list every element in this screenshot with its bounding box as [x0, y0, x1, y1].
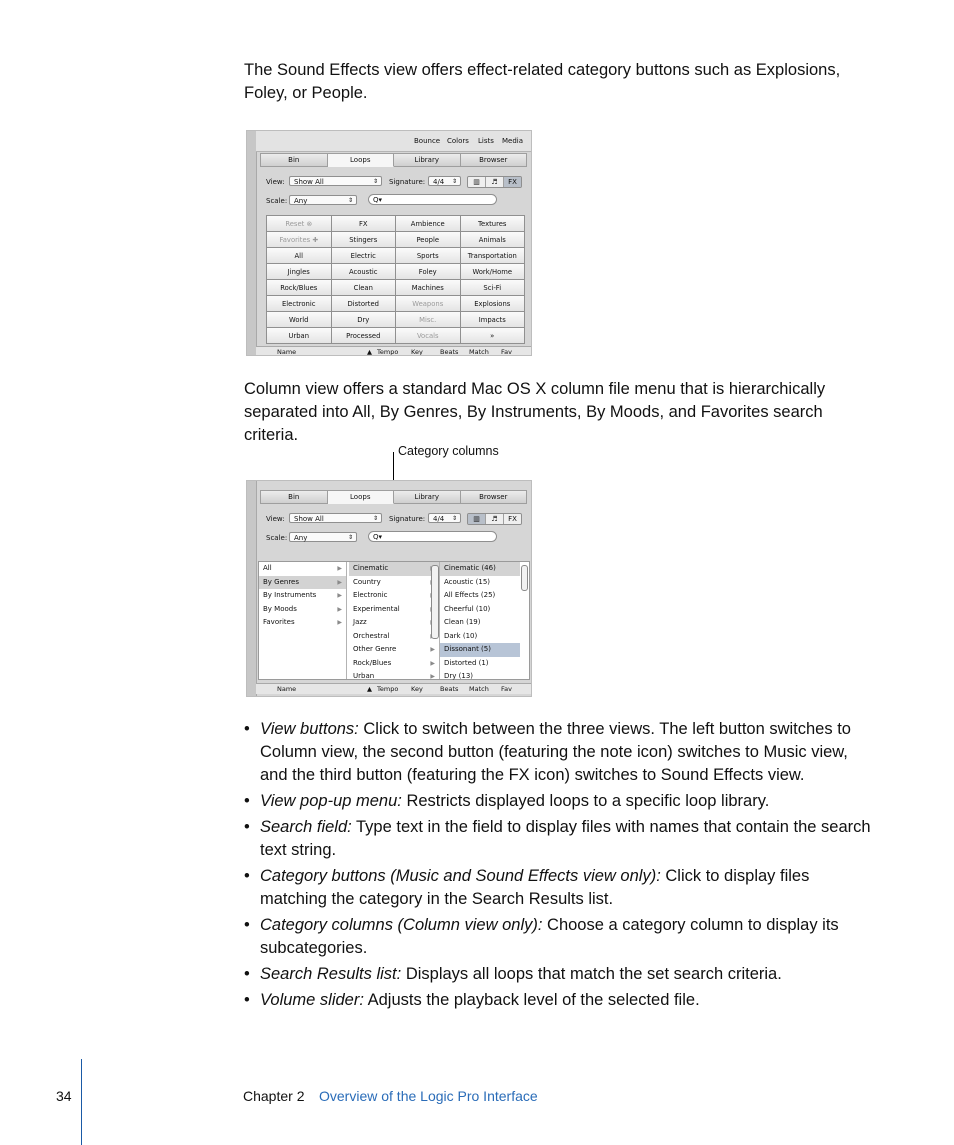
scale-popup-value: Any: [294, 534, 308, 542]
category-button[interactable]: Impacts: [461, 312, 525, 327]
category-button[interactable]: Favorites ✚: [267, 232, 331, 247]
disclosure-arrow-icon: ▶: [430, 646, 435, 653]
category-column-3: [440, 562, 520, 679]
side-strip: [247, 131, 257, 355]
signature-popup-value: 4/4: [433, 515, 445, 523]
popup-arrows-icon: ⇕: [372, 178, 378, 185]
tab-browser[interactable]: Browser: [461, 153, 528, 167]
column-item-label: Dark (10): [444, 631, 478, 640]
signature-label: Signature:: [389, 178, 426, 186]
column-item[interactable]: [440, 643, 520, 657]
column-item[interactable]: [349, 630, 439, 644]
signature-popup-value: 4/4: [433, 178, 445, 186]
view-label: View:: [266, 178, 285, 186]
column-view-paragraph: Column view offers a standard Mac OS X column file menu that is hierarchically separated into All, By Genres, By Instruments, By Moods, and Favorites search criteria.: [244, 380, 826, 444]
column-item[interactable]: [440, 657, 520, 671]
column-item[interactable]: [349, 603, 439, 617]
column-item[interactable]: [440, 630, 520, 644]
tab-loops[interactable]: Loops: [328, 490, 395, 504]
media-button[interactable]: Media: [502, 137, 524, 145]
category-button[interactable]: Transportation: [461, 248, 525, 263]
feature-term: View buttons:: [260, 720, 359, 738]
col-key[interactable]: Key: [411, 348, 423, 356]
column-item-label: Dry (13): [444, 672, 474, 680]
column-item-label: Rock/Blues: [353, 658, 392, 667]
col-match[interactable]: Match: [469, 685, 489, 693]
column-item-label: Urban: [353, 672, 375, 680]
chapter-title-link[interactable]: Overview of the Logic Pro Interface: [319, 1088, 538, 1104]
sort-arrow-icon: ▲: [367, 685, 372, 693]
column-item[interactable]: [440, 562, 520, 576]
column-item-label: Other Genre: [353, 645, 397, 653]
category-button[interactable]: World: [267, 312, 331, 327]
column-item[interactable]: [259, 589, 346, 603]
feature-description: Displays all loops that match the set search criteria.: [405, 965, 782, 983]
feature-item: [244, 989, 874, 1012]
column-item-label: Acoustic (15): [444, 577, 491, 586]
category-button[interactable]: Dry: [332, 312, 396, 327]
feature-item: [244, 718, 874, 787]
fx-view-icon[interactable]: FX: [504, 177, 521, 187]
column-item[interactable]: [349, 576, 439, 590]
column-item-label: Cheerful (10): [444, 604, 491, 613]
feature-description: Type text in the field to display files with names that contain the search text string.: [260, 818, 871, 859]
category-button[interactable]: All: [267, 248, 331, 263]
column-view-screenshot: [246, 480, 532, 697]
feature-term: Search field:: [260, 818, 352, 836]
search-field[interactable]: [368, 194, 497, 205]
category-button[interactable]: Reset ⊗: [267, 216, 331, 231]
category-button[interactable]: Animals: [461, 232, 525, 247]
music-view-icon[interactable]: ♬: [486, 177, 504, 187]
column-item[interactable]: [349, 657, 439, 671]
col-beats[interactable]: Beats: [440, 348, 459, 356]
scale-popup[interactable]: [289, 532, 357, 542]
column-item-label: Clean (19): [444, 618, 481, 626]
feature-description: Click to switch between the three views. The left button switches to Column view, the second button (featuring the note icon) switches to Music view, and the third button (featuring the FX icon) switches to Sound Effects view.: [260, 720, 851, 784]
disclosure-arrow-icon: ▶: [337, 565, 342, 572]
category-columns: [258, 561, 530, 680]
page-number: 34: [56, 1088, 72, 1104]
popup-arrows-icon: ⇕: [451, 178, 457, 185]
column-item[interactable]: [259, 562, 346, 576]
disclosure-arrow-icon: ▶: [337, 619, 342, 626]
column-item-label: Country: [353, 577, 381, 586]
category-button[interactable]: Acoustic: [332, 264, 396, 279]
category-button[interactable]: Machines: [396, 280, 460, 295]
column-item-label: Electronic: [353, 591, 388, 599]
category-button[interactable]: Sci-Fi: [461, 280, 525, 295]
view-buttons: [467, 513, 522, 525]
category-button[interactable]: Sports: [396, 248, 460, 263]
side-strip: [247, 481, 257, 696]
signature-popup[interactable]: [428, 176, 461, 186]
column-item-label: Cinematic (46): [444, 564, 496, 572]
tab-loops[interactable]: Loops: [328, 153, 395, 167]
column-item-label: Cinematic: [353, 564, 389, 572]
popup-arrows-icon: ⇕: [347, 534, 353, 541]
signature-label: Signature:: [389, 515, 426, 523]
popup-arrows-icon: ⇕: [372, 515, 378, 522]
col-beats[interactable]: Beats: [440, 685, 459, 693]
feature-item: [244, 790, 874, 813]
category-button[interactable]: People: [396, 232, 460, 247]
disclosure-arrow-icon: ▶: [337, 592, 342, 599]
tab-library[interactable]: Library: [394, 490, 461, 504]
view-popup[interactable]: [289, 176, 382, 186]
feature-term: Search Results list:: [260, 965, 402, 983]
feature-item: [244, 963, 874, 986]
feature-term: Volume slider:: [260, 991, 364, 1009]
col-fav[interactable]: Fav: [501, 685, 512, 693]
feature-item: [244, 865, 874, 911]
feature-description: Choose a category column to display its subcategories.: [260, 916, 839, 957]
column-view-icon[interactable]: ▥: [468, 514, 486, 524]
scale-popup-value: Any: [294, 197, 308, 205]
feature-term: Category buttons (Music and Sound Effects view only):: [260, 867, 661, 885]
col-tempo[interactable]: Tempo: [377, 348, 399, 356]
bullet-icon: •: [244, 818, 250, 836]
category-button[interactable]: Stingers: [332, 232, 396, 247]
tab-bin[interactable]: Bin: [260, 153, 328, 167]
category-button[interactable]: Misc.: [396, 312, 460, 327]
col-name[interactable]: Name: [277, 348, 297, 356]
col-tempo[interactable]: Tempo: [377, 685, 399, 693]
category-button[interactable]: Rock/Blues: [267, 280, 331, 295]
bullet-icon: •: [244, 792, 250, 810]
column-item[interactable]: [259, 603, 346, 617]
column-item[interactable]: [349, 562, 439, 576]
column-item[interactable]: [349, 670, 439, 684]
intro-paragraph: The Sound Effects view offers effect-related category buttons such as Explosions, Foley, or People.: [244, 61, 841, 102]
disclosure-arrow-icon: ▶: [430, 673, 435, 680]
column-item-label: All: [263, 564, 272, 572]
column-item-label: Experimental: [353, 604, 400, 613]
tab-bar: [260, 490, 527, 504]
footer-rule: [81, 1059, 82, 1145]
column-item-label: Distorted (1): [444, 658, 489, 667]
column-item[interactable]: [440, 603, 520, 617]
column-item[interactable]: [440, 616, 520, 630]
col-key[interactable]: Key: [411, 685, 423, 693]
view-popup-value: Show All: [294, 515, 324, 523]
tab-library[interactable]: Library: [394, 153, 461, 167]
callout-label: Category columns: [398, 444, 499, 458]
feature-description: Adjusts the playback level of the selected file.: [367, 991, 700, 1009]
column-item[interactable]: [440, 589, 520, 603]
view-popup[interactable]: [289, 513, 382, 523]
category-button[interactable]: Work/Home: [461, 264, 525, 279]
column-item[interactable]: [259, 616, 346, 630]
tab-bin[interactable]: Bin: [260, 490, 328, 504]
category-button[interactable]: Jingles: [267, 264, 331, 279]
column-view-icon[interactable]: ▥: [468, 177, 486, 187]
disclosure-arrow-icon: ▶: [337, 578, 342, 586]
scale-label: Scale:: [266, 534, 288, 542]
tab-browser[interactable]: Browser: [461, 490, 528, 504]
column-item[interactable]: [349, 643, 439, 657]
scale-popup[interactable]: [289, 195, 357, 205]
category-column-2: [349, 562, 440, 679]
column-item[interactable]: [349, 589, 439, 603]
category-button[interactable]: Explosions: [461, 296, 525, 311]
column-scrollbar[interactable]: [431, 565, 439, 639]
category-button[interactable]: Urban: [267, 328, 331, 343]
category-button[interactable]: Textures: [461, 216, 525, 231]
feature-description: Restricts displayed loops to a specific loop library.: [406, 792, 770, 810]
results-header: [256, 683, 531, 694]
search-icon: Q▾: [373, 533, 383, 541]
feature-term: Category columns (Column view only):: [260, 916, 543, 934]
column-item-label: Favorites: [263, 618, 295, 626]
category-button[interactable]: Electric: [332, 248, 396, 263]
view-buttons: [467, 176, 522, 188]
category-button[interactable]: Ambience: [396, 216, 460, 231]
fx-view-icon[interactable]: FX: [504, 514, 521, 524]
music-view-icon[interactable]: ♬: [486, 514, 504, 524]
bounce-button[interactable]: Bounce: [414, 137, 441, 145]
column-item[interactable]: [349, 616, 439, 630]
feature-item: [244, 816, 874, 862]
sound-effects-view-screenshot: [246, 130, 532, 356]
column-item[interactable]: [259, 576, 346, 590]
scale-label: Scale:: [266, 197, 288, 205]
category-buttons: [266, 215, 525, 344]
column-item-label: Orchestral: [353, 631, 390, 640]
col-fav[interactable]: Fav: [501, 348, 512, 356]
column-item-label: By Genres: [263, 577, 300, 586]
col-match[interactable]: Match: [469, 348, 489, 356]
category-button[interactable]: »: [461, 328, 525, 343]
category-button[interactable]: Processed: [332, 328, 396, 343]
disclosure-arrow-icon: ▶: [337, 605, 342, 613]
signature-popup[interactable]: [428, 513, 461, 523]
chapter-label: Chapter 2: [243, 1088, 305, 1104]
feature-term: View pop-up menu:: [260, 792, 402, 810]
results-header: [256, 346, 531, 356]
toolbar: [256, 131, 531, 152]
column-item-label: Jazz: [353, 618, 367, 626]
column-scrollbar[interactable]: [521, 565, 528, 591]
colors-button[interactable]: Colors: [447, 137, 469, 145]
column-item-label: Dissonant (5): [444, 645, 491, 653]
bullet-icon: •: [244, 867, 250, 885]
lists-button[interactable]: Lists: [478, 137, 494, 145]
category-button[interactable]: Foley: [396, 264, 460, 279]
column-item[interactable]: [440, 576, 520, 590]
bullet-icon: •: [244, 916, 250, 934]
category-button[interactable]: Weapons: [396, 296, 460, 311]
column-item[interactable]: [440, 670, 520, 684]
search-icon: Q▾: [373, 196, 383, 204]
feature-description: Click to display files matching the category in the Search Results list.: [260, 867, 810, 908]
column-item-label: By Moods: [263, 604, 297, 613]
popup-arrows-icon: ⇕: [347, 197, 353, 204]
category-button[interactable]: Electronic: [267, 296, 331, 311]
column-item-label: All Effects (25): [444, 591, 496, 599]
disclosure-arrow-icon: ▶: [430, 659, 435, 667]
search-field[interactable]: [368, 531, 497, 542]
feature-item: [244, 914, 874, 960]
tab-bar: [260, 153, 527, 167]
category-button[interactable]: Clean: [332, 280, 396, 295]
bullet-icon: •: [244, 965, 250, 983]
column-item-label: By Instruments: [263, 591, 317, 599]
bullet-icon: •: [244, 720, 250, 738]
category-button[interactable]: Vocals: [396, 328, 460, 343]
bullet-icon: •: [244, 991, 250, 1009]
view-label: View:: [266, 515, 285, 523]
category-button[interactable]: Distorted: [332, 296, 396, 311]
view-popup-value: Show All: [294, 178, 324, 186]
popup-arrows-icon: ⇕: [451, 515, 457, 522]
category-column-1: [259, 562, 347, 679]
sort-arrow-icon: ▲: [367, 348, 372, 356]
category-button[interactable]: FX: [332, 216, 396, 231]
feature-list: [244, 718, 874, 1015]
col-name[interactable]: Name: [277, 685, 297, 693]
